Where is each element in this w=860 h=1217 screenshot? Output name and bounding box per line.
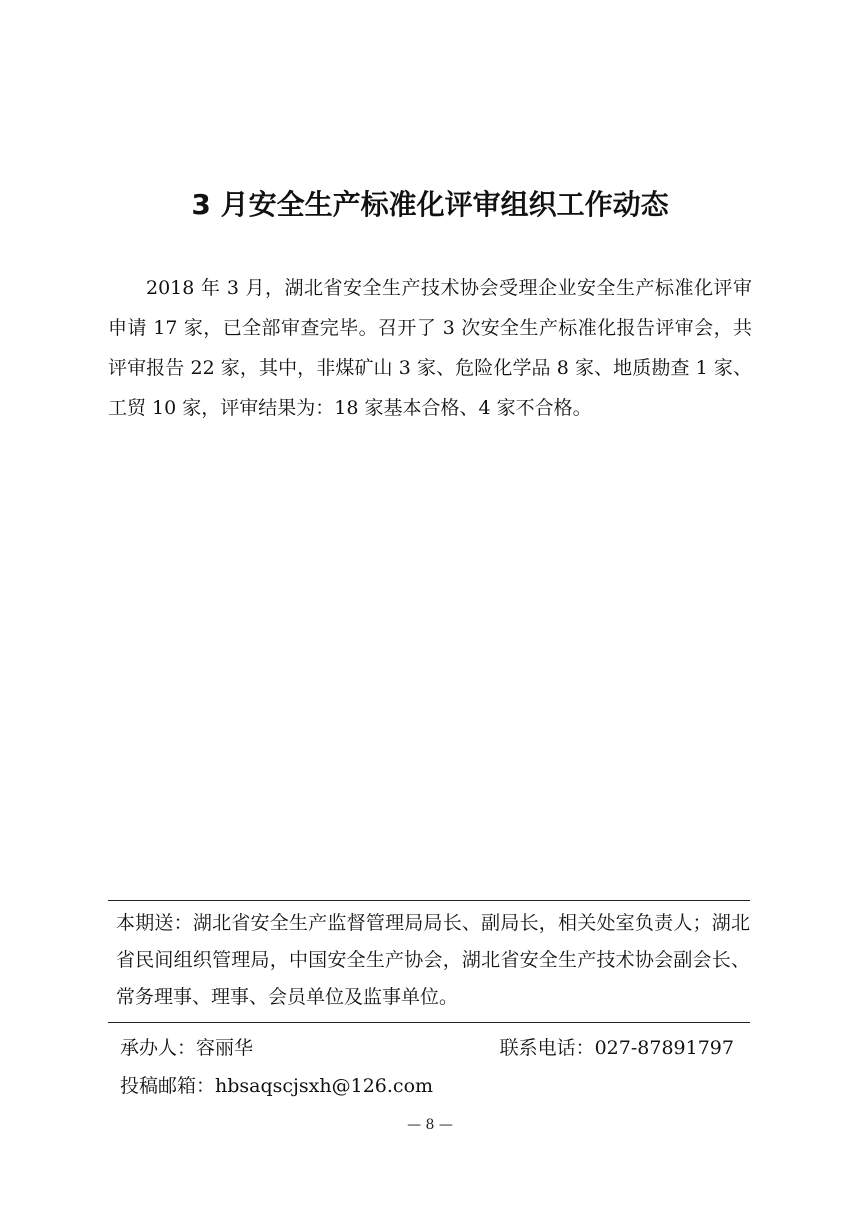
distribution-list: 本期送：湖北省安全生产监督管理局局长、副局长，相关处室负责人；湖北省民间组织管理局，中国安全生产协会，湖北省安全生产技术协会副会长、常务理事、理事、会员单位及监事单位。 <box>116 912 750 1008</box>
contact-phone: 联系电话：027-87891797 <box>499 1037 734 1059</box>
document-title: 3 月安全生产标准化评审组织工作动态 <box>191 188 669 221</box>
page-number: — 8 — <box>407 1117 453 1133</box>
handler-info: 承办人：容丽华 <box>120 1037 254 1059</box>
body-paragraph: 2018 年 3 月，湖北省安全生产技术协会受理企业安全生产标准化评审申请 17 家，已全部审查完毕。召开了 3 次安全生产标准化报告评审会，共评审报告 22 家，其中，非煤矿山 3 家、危险化学品 8 家、地质勘查 1 家、工贸 10 家，评审结果为：18 家基本合格、4 家不合格。 <box>108 277 752 419</box>
footer-middle-divider <box>108 1022 750 1023</box>
submission-email: 投稿邮箱：hbsaqscjsxh@126.com <box>120 1075 434 1097</box>
footer-top-divider <box>108 900 750 901</box>
